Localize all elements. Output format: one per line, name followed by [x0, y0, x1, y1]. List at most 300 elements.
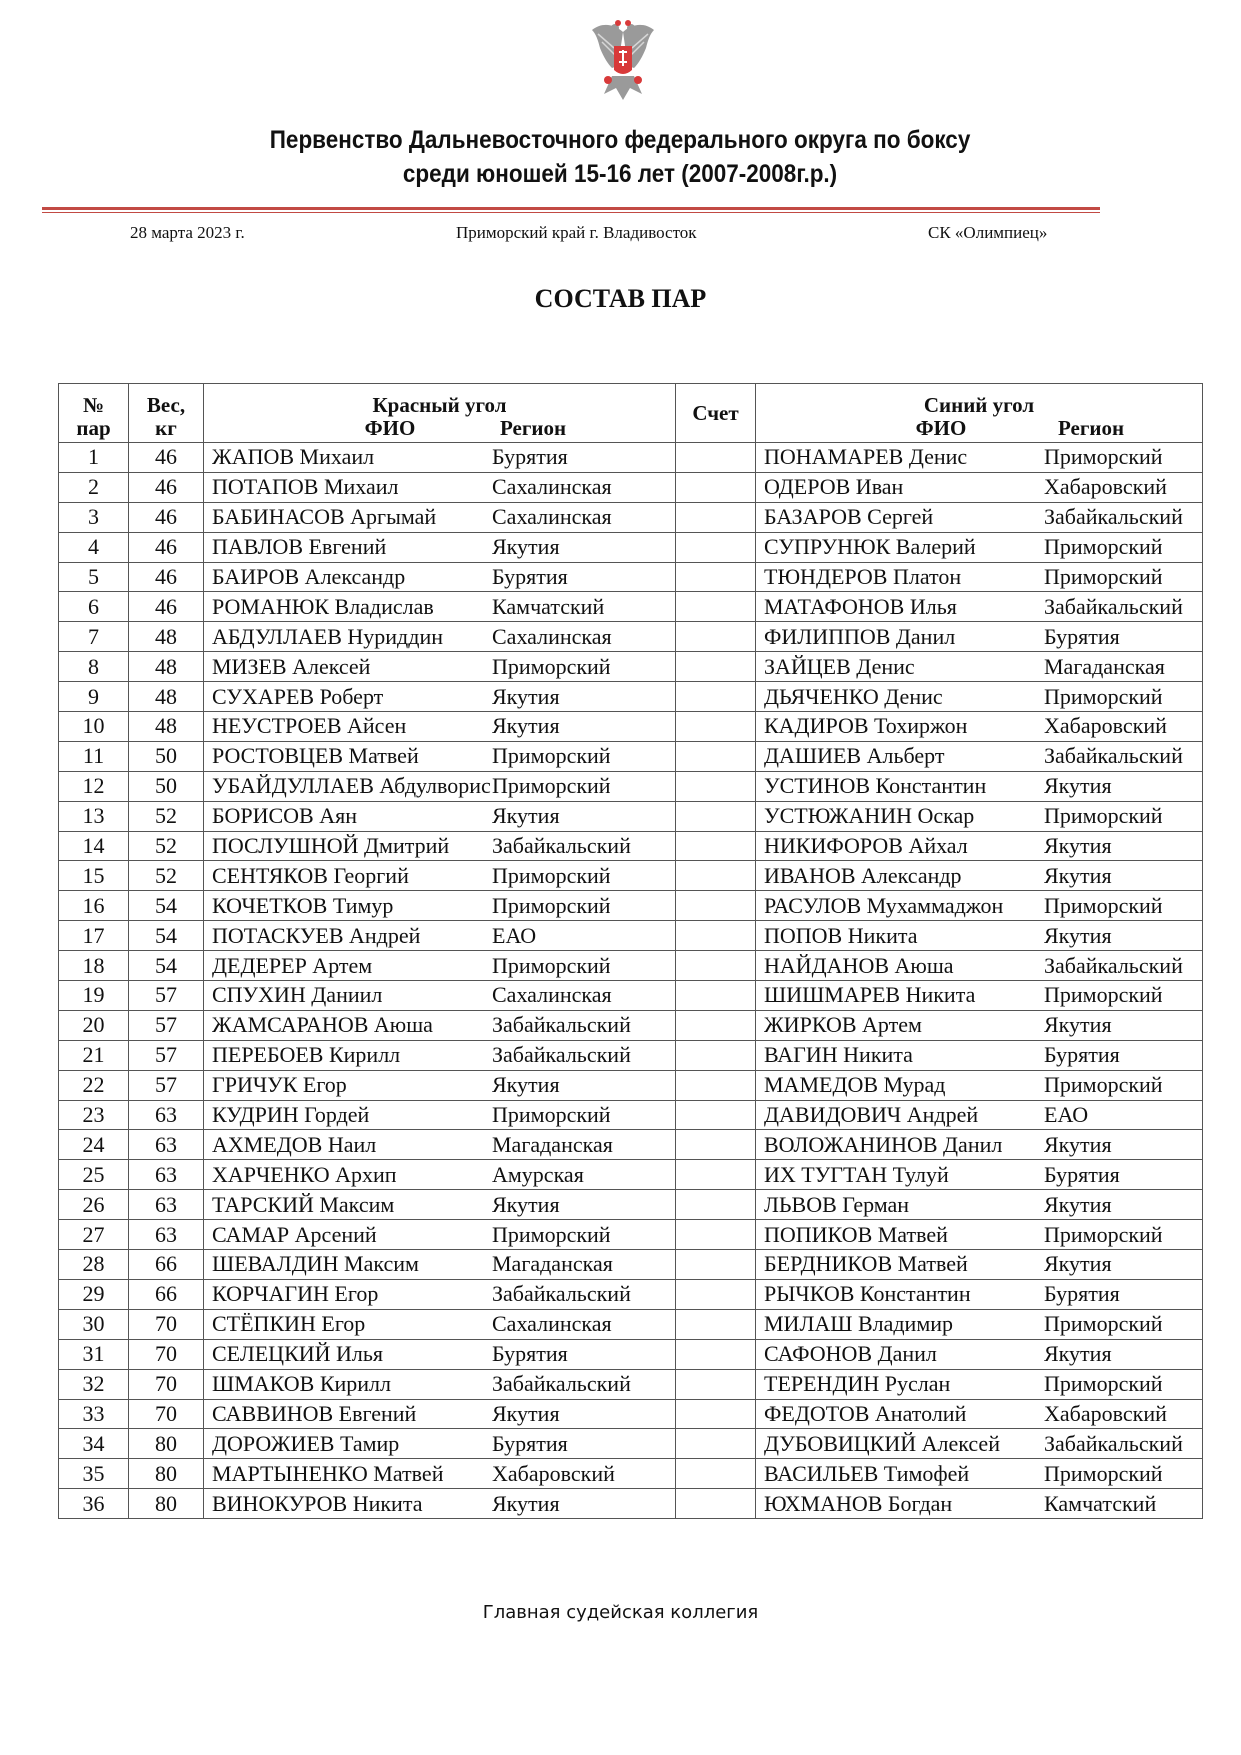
- blue-corner-cell: [756, 1489, 1203, 1519]
- score-cell: [676, 1339, 756, 1369]
- red-fighter-region: Амурская: [492, 1161, 584, 1187]
- blue-fighter-region: Приморский: [1044, 982, 1163, 1008]
- blue-corner-cell: [756, 1100, 1203, 1130]
- red-corner-cell: [204, 801, 676, 831]
- red-corner-cell: [204, 861, 676, 891]
- red-region-header: Регион: [500, 417, 567, 440]
- red-fighter-name: ПОТАСКУЕВ Андрей: [212, 922, 421, 948]
- table-row: [59, 891, 1203, 921]
- blue-fighter-region: Приморский: [1044, 1371, 1163, 1397]
- red-fighter-name: КОРЧАГИН Егор: [212, 1281, 379, 1307]
- table-row: [59, 1279, 1203, 1309]
- pair-number: 18: [59, 951, 129, 981]
- red-fighter-name: ШМАКОВ Кирилл: [212, 1371, 392, 1397]
- table-row: [59, 712, 1203, 742]
- blue-fighter-region: Забайкальский: [1044, 1430, 1183, 1456]
- score-cell: [676, 1160, 756, 1190]
- document-title: СОСТАВ ПАР: [534, 284, 707, 313]
- blue-fighter-region: Забайкальский: [1044, 743, 1183, 769]
- red-corner-cell: [204, 1339, 676, 1369]
- red-fighter-name: САМАР Арсений: [212, 1221, 377, 1247]
- red-name-header: ФИО: [364, 417, 416, 440]
- red-corner-cell: [204, 1250, 676, 1280]
- weight-class: 54: [129, 921, 204, 951]
- score-cell: [676, 712, 756, 742]
- red-fighter-region: Сахалинская: [492, 504, 612, 530]
- pair-number: 8: [59, 652, 129, 682]
- blue-fighter-region: Якутия: [1044, 773, 1112, 799]
- blue-fighter-region: Хабаровский: [1044, 1400, 1167, 1426]
- col-blue-corner-header: Синий угол: [756, 384, 1203, 418]
- weight-class: 52: [129, 831, 204, 861]
- score-cell: [676, 562, 756, 592]
- score-cell: [676, 443, 756, 473]
- blue-fighter-name: ВОЛОЖАНИНОВ Данил: [764, 1131, 1003, 1157]
- weight-class: 63: [129, 1220, 204, 1250]
- pair-number: 6: [59, 592, 129, 622]
- weight-class: 54: [129, 951, 204, 981]
- red-fighter-region: Бурятия: [492, 1341, 568, 1367]
- score-cell: [676, 1100, 756, 1130]
- weight-class: 46: [129, 472, 204, 502]
- weight-class: 48: [129, 712, 204, 742]
- blue-corner-cell: [756, 1339, 1203, 1369]
- blue-fighter-name: ТЮНДЕРОВ Платон: [764, 564, 962, 589]
- blue-fighter-name: ЛЬВОВ Герман: [764, 1191, 910, 1217]
- red-fighter-region: Якутия: [492, 1191, 560, 1217]
- blue-fighter-region: Приморский: [1044, 1072, 1163, 1098]
- blue-fighter-name: ЗАЙЦЕВ Денис: [764, 653, 915, 679]
- blue-fighter-name: УСТИНОВ Константин: [764, 773, 987, 799]
- red-corner-cell: [204, 831, 676, 861]
- pair-number: 16: [59, 891, 129, 921]
- blue-fighter-region: Приморский: [1044, 534, 1163, 560]
- red-fighter-name: МИЗЕВ Алексей: [212, 653, 371, 679]
- weight-class: 80: [129, 1429, 204, 1459]
- blue-fighter-name: САФОНОВ Данил: [764, 1341, 937, 1367]
- score-cell: [676, 981, 756, 1011]
- blue-fighter-name: СУПРУНЮК Валерий: [764, 534, 976, 560]
- red-corner-cell: [204, 592, 676, 622]
- red-corner-cell: [204, 622, 676, 652]
- event-place: Приморский край г. Владивосток: [456, 223, 697, 242]
- score-cell: [676, 1250, 756, 1280]
- weight-class: 70: [129, 1399, 204, 1429]
- red-fighter-name: ЖАМСАРАНОВ Аюша: [212, 1012, 433, 1038]
- red-fighter-region: Бурятия: [492, 444, 568, 470]
- pair-number: 1: [59, 443, 129, 473]
- event-date: 28 марта 2023 г.: [130, 223, 245, 242]
- table-row: [59, 1250, 1203, 1280]
- blue-fighter-name: ЖИРКОВ Артем: [764, 1012, 922, 1038]
- blue-fighter-name: ВАСИЛЬЕВ Тимофей: [764, 1460, 970, 1486]
- blue-fighter-region: Якутия: [1044, 1341, 1112, 1367]
- blue-subheader: [756, 417, 1203, 443]
- weight-class: 63: [129, 1130, 204, 1160]
- blue-fighter-name: НАЙДАНОВ Аюша: [764, 952, 954, 978]
- red-fighter-name: СТЁПКИН Егор: [212, 1311, 366, 1337]
- table-row: [59, 682, 1203, 712]
- red-corner-cell: [204, 1070, 676, 1100]
- red-fighter-name: ПАВЛОВ Евгений: [212, 534, 387, 560]
- red-fighter-region: Забайкальский: [492, 833, 631, 859]
- blue-fighter-name: НИКИФОРОВ Айхал: [764, 833, 968, 859]
- blue-corner-cell: [756, 1369, 1203, 1399]
- blue-fighter-name: ДАШИЕВ Альберт: [764, 743, 945, 769]
- red-fighter-region: Сахалинская: [492, 1311, 612, 1337]
- red-fighter-name: РОСТОВЦЕВ Матвей: [212, 743, 419, 769]
- red-fighter-name: ПОСЛУШНОЙ Дмитрий: [212, 833, 450, 859]
- red-fighter-name: ТАРСКИЙ Максим: [212, 1191, 395, 1217]
- weight-class: 52: [129, 861, 204, 891]
- blue-corner-cell: [756, 921, 1203, 951]
- table-row: [59, 472, 1203, 502]
- score-cell: [676, 1309, 756, 1339]
- blue-fighter-region: Приморский: [1044, 803, 1163, 829]
- blue-fighter-region: Бурятия: [1044, 1042, 1120, 1068]
- weight-class: 70: [129, 1339, 204, 1369]
- pair-number: 19: [59, 981, 129, 1011]
- blue-corner-cell: [756, 1040, 1203, 1070]
- blue-corner-cell: [756, 741, 1203, 771]
- blue-corner-cell: [756, 682, 1203, 712]
- red-fighter-name: УБАЙДУЛЛАЕВ Абдулворис: [212, 773, 491, 799]
- red-fighter-region: Якутия: [492, 683, 560, 709]
- red-fighter-name: ШЕВАЛДИН Максим: [212, 1251, 419, 1277]
- score-cell: [676, 801, 756, 831]
- blue-fighter-region: Бурятия: [1044, 1281, 1120, 1307]
- weight-class: 66: [129, 1279, 204, 1309]
- judges-footer: Главная судейская коллегия: [482, 1602, 759, 1623]
- pair-number: 23: [59, 1100, 129, 1130]
- blue-corner-cell: [756, 1220, 1203, 1250]
- table-row: [59, 1429, 1203, 1459]
- weight-class: 80: [129, 1489, 204, 1519]
- blue-region-header: Регион: [1058, 417, 1125, 440]
- table-row: [59, 741, 1203, 771]
- championship-subtitle: среди юношей 15-16 лет (2007-2008г.р.): [402, 160, 838, 188]
- table-row: [59, 861, 1203, 891]
- red-fighter-name: ДЕДЕРЕР Артем: [212, 952, 373, 978]
- blue-fighter-region: Приморский: [1044, 1460, 1163, 1486]
- blue-corner-cell: [756, 443, 1203, 473]
- weight-class: 46: [129, 502, 204, 532]
- blue-fighter-name: МАТАФОНОВ Илья: [764, 593, 957, 619]
- blue-fighter-name: УСТЮЖАНИН Оскар: [764, 803, 975, 829]
- score-cell: [676, 1190, 756, 1220]
- red-corner-cell: [204, 1100, 676, 1130]
- red-corner-cell: [204, 443, 676, 473]
- red-fighter-name: БАИРОВ Александр: [212, 564, 406, 589]
- pair-number: 31: [59, 1339, 129, 1369]
- pairs-table: [58, 383, 1203, 1519]
- pair-number: 32: [59, 1369, 129, 1399]
- red-corner-cell: [204, 1279, 676, 1309]
- header-divider-thin: [42, 212, 1100, 213]
- blue-corner-cell: [756, 951, 1203, 981]
- red-fighter-name: АХМЕДОВ Наил: [212, 1131, 377, 1157]
- red-fighter-region: Приморский: [492, 862, 611, 888]
- pair-number: 33: [59, 1399, 129, 1429]
- score-cell: [676, 1369, 756, 1399]
- red-corner-cell: [204, 1010, 676, 1040]
- blue-fighter-name: ИВАНОВ Александр: [764, 862, 962, 888]
- red-fighter-name: САВВИНОВ Евгений: [212, 1400, 417, 1426]
- weight-class: 63: [129, 1190, 204, 1220]
- pair-number: 26: [59, 1190, 129, 1220]
- red-fighter-region: Бурятия: [492, 1430, 568, 1456]
- red-corner-cell: [204, 981, 676, 1011]
- red-fighter-region: Магаданская: [492, 1251, 613, 1277]
- red-fighter-name: ПЕРЕБОЕВ Кирилл: [212, 1042, 401, 1068]
- red-fighter-region: Забайкальский: [492, 1371, 631, 1397]
- table-row: [59, 1459, 1203, 1489]
- pair-number: 25: [59, 1160, 129, 1190]
- red-corner-cell: [204, 1369, 676, 1399]
- score-cell: [676, 502, 756, 532]
- blue-fighter-name: ОДЕРОВ Иван: [764, 474, 904, 500]
- pair-number: 10: [59, 712, 129, 742]
- red-corner-cell: [204, 741, 676, 771]
- table-row: [59, 771, 1203, 801]
- score-cell: [676, 861, 756, 891]
- weight-class: 57: [129, 981, 204, 1011]
- red-fighter-name: СПУХИН Даниил: [212, 982, 383, 1008]
- pair-number: 13: [59, 801, 129, 831]
- red-fighter-region: Приморский: [492, 1221, 611, 1247]
- blue-corner-cell: [756, 1459, 1203, 1489]
- blue-corner-cell: [756, 592, 1203, 622]
- table-row: [59, 502, 1203, 532]
- weight-class: 52: [129, 801, 204, 831]
- score-cell: [676, 652, 756, 682]
- score-cell: [676, 891, 756, 921]
- pair-number: 15: [59, 861, 129, 891]
- weight-class: 46: [129, 562, 204, 592]
- red-fighter-name: СУХАРЕВ Роберт: [212, 683, 384, 709]
- table-row: [59, 1369, 1203, 1399]
- red-fighter-region: Якутия: [492, 803, 560, 829]
- red-corner-cell: [204, 562, 676, 592]
- red-corner-cell: [204, 682, 676, 712]
- table-row: [59, 1070, 1203, 1100]
- red-fighter-region: Забайкальский: [492, 1042, 631, 1068]
- blue-fighter-name: МИЛАШ Владимир: [764, 1311, 954, 1337]
- col-weight-subheader: кг: [129, 417, 204, 443]
- col-num-subheader: пар: [59, 417, 129, 443]
- blue-corner-cell: [756, 981, 1203, 1011]
- red-corner-cell: [204, 1429, 676, 1459]
- blue-fighter-region: Камчатский: [1044, 1490, 1157, 1516]
- weight-class: 50: [129, 771, 204, 801]
- red-fighter-region: Камчатский: [492, 593, 605, 619]
- red-corner-cell: [204, 921, 676, 951]
- blue-corner-cell: [756, 1399, 1203, 1429]
- table-row: [59, 1010, 1203, 1040]
- blue-fighter-region: Якутия: [1044, 1131, 1112, 1157]
- pair-number: 3: [59, 502, 129, 532]
- blue-fighter-name: ДУБОВИЦКИЙ Алексей: [764, 1430, 1000, 1456]
- weight-class: 63: [129, 1160, 204, 1190]
- red-corner-cell: [204, 712, 676, 742]
- red-fighter-name: ПОТАПОВ Михаил: [212, 474, 399, 500]
- score-cell: [676, 771, 756, 801]
- weight-class: 48: [129, 682, 204, 712]
- red-fighter-name: БОРИСОВ Аян: [212, 803, 358, 829]
- blue-fighter-name: ШИШМАРЕВ Никита: [764, 982, 976, 1008]
- header-divider: [42, 207, 1100, 210]
- blue-fighter-region: Бурятия: [1044, 1161, 1120, 1187]
- pair-number: 5: [59, 562, 129, 592]
- score-cell: [676, 472, 756, 502]
- table-row: [59, 1190, 1203, 1220]
- blue-corner-cell: [756, 1309, 1203, 1339]
- red-fighter-name: ВИНОКУРОВ Никита: [212, 1490, 423, 1516]
- blue-fighter-region: Хабаровский: [1044, 474, 1167, 500]
- table-row: [59, 831, 1203, 861]
- red-fighter-name: ГРИЧУК Егор: [212, 1072, 347, 1098]
- red-corner-cell: [204, 502, 676, 532]
- red-fighter-name: СЕНТЯКОВ Георгий: [212, 862, 409, 888]
- blue-fighter-region: Якутия: [1044, 862, 1112, 888]
- table-row: [59, 921, 1203, 951]
- pair-number: 7: [59, 622, 129, 652]
- red-fighter-name: ДОРОЖИЕВ Тамир: [212, 1430, 400, 1456]
- pair-number: 22: [59, 1070, 129, 1100]
- red-fighter-region: Сахалинская: [492, 474, 612, 500]
- pair-number: 30: [59, 1309, 129, 1339]
- blue-fighter-region: Приморский: [1044, 444, 1163, 470]
- blue-fighter-region: ЕАО: [1044, 1102, 1089, 1128]
- red-fighter-region: Якутия: [492, 713, 560, 739]
- blue-fighter-region: Забайкальский: [1044, 504, 1183, 530]
- red-fighter-region: Сахалинская: [492, 623, 612, 649]
- red-fighter-region: Приморский: [492, 892, 611, 918]
- blue-fighter-region: Якутия: [1044, 1251, 1112, 1277]
- blue-corner-cell: [756, 1010, 1203, 1040]
- score-cell: [676, 921, 756, 951]
- table-row: [59, 1309, 1203, 1339]
- blue-fighter-region: Приморский: [1044, 683, 1163, 709]
- blue-fighter-region: Приморский: [1044, 892, 1163, 918]
- table-row: [59, 1130, 1203, 1160]
- red-fighter-name: РОМАНЮК Владислав: [212, 593, 434, 619]
- pair-number: 12: [59, 771, 129, 801]
- red-subheader: [204, 417, 676, 443]
- table-row: [59, 532, 1203, 562]
- blue-fighter-region: Магаданская: [1044, 653, 1165, 679]
- pair-number: 21: [59, 1040, 129, 1070]
- blue-fighter-name: ФЕДОТОВ Анатолий: [764, 1400, 967, 1426]
- red-fighter-name: СЕЛЕЦКИЙ Илья: [212, 1341, 384, 1367]
- weight-class: 46: [129, 592, 204, 622]
- blue-fighter-region: Якутия: [1044, 1012, 1112, 1038]
- weight-class: 48: [129, 622, 204, 652]
- blue-fighter-name: ВАГИН Никита: [764, 1042, 913, 1068]
- score-cell: [676, 622, 756, 652]
- red-corner-cell: [204, 1489, 676, 1519]
- table-row: [59, 443, 1203, 473]
- weight-class: 54: [129, 891, 204, 921]
- pair-number: 14: [59, 831, 129, 861]
- red-fighter-region: Забайкальский: [492, 1281, 631, 1307]
- blue-fighter-name: МАМЕДОВ Мурад: [764, 1072, 946, 1098]
- red-fighter-region: Якутия: [492, 534, 560, 560]
- table-row: [59, 801, 1203, 831]
- blue-corner-cell: [756, 771, 1203, 801]
- red-corner-cell: [204, 1309, 676, 1339]
- pair-number: 24: [59, 1130, 129, 1160]
- score-cell: [676, 1399, 756, 1429]
- blue-fighter-name: ПОНАМАРЕВ Денис: [764, 444, 968, 470]
- red-corner-cell: [204, 771, 676, 801]
- blue-fighter-name: БЕРДНИКОВ Матвей: [764, 1251, 968, 1277]
- pair-number: 36: [59, 1489, 129, 1519]
- blue-corner-cell: [756, 472, 1203, 502]
- table-row: [59, 622, 1203, 652]
- table-row: [59, 652, 1203, 682]
- weight-class: 80: [129, 1459, 204, 1489]
- weight-class: 48: [129, 652, 204, 682]
- blue-fighter-region: Бурятия: [1044, 623, 1120, 649]
- red-fighter-name: НЕУСТРОЕВ Айсен: [212, 713, 407, 739]
- red-corner-cell: [204, 472, 676, 502]
- red-fighter-name: МАРТЫНЕНКО Матвей: [212, 1460, 444, 1486]
- blue-name-header: ФИО: [915, 417, 967, 440]
- red-fighter-region: Забайкальский: [492, 1012, 631, 1038]
- red-fighter-region: Магаданская: [492, 1131, 613, 1157]
- red-fighter-region: Хабаровский: [492, 1460, 615, 1486]
- blue-fighter-name: РАСУЛОВ Мухаммаджон: [764, 892, 1004, 918]
- blue-fighter-region: Забайкальский: [1044, 952, 1183, 978]
- blue-fighter-name: ДЬЯЧЕНКО Денис: [764, 683, 943, 709]
- weight-class: 46: [129, 443, 204, 473]
- weight-class: 70: [129, 1309, 204, 1339]
- blue-corner-cell: [756, 562, 1203, 592]
- ministry-emblem-icon: [590, 18, 656, 102]
- blue-corner-cell: [756, 532, 1203, 562]
- blue-corner-cell: [756, 502, 1203, 532]
- event-venue: СК «Олимпиец»: [928, 223, 1048, 242]
- red-corner-cell: [204, 1459, 676, 1489]
- weight-class: 57: [129, 1010, 204, 1040]
- red-fighter-name: АБДУЛЛАЕВ Нуриддин: [212, 623, 443, 649]
- score-cell: [676, 592, 756, 622]
- blue-fighter-region: Хабаровский: [1044, 713, 1167, 739]
- red-corner-cell: [204, 1040, 676, 1070]
- table-row: [59, 1399, 1203, 1429]
- table-row: [59, 1339, 1203, 1369]
- blue-corner-cell: [756, 1429, 1203, 1459]
- blue-corner-cell: [756, 652, 1203, 682]
- red-corner-cell: [204, 1220, 676, 1250]
- score-cell: [676, 682, 756, 712]
- score-cell: [676, 1070, 756, 1100]
- score-cell: [676, 1040, 756, 1070]
- pair-number: 35: [59, 1459, 129, 1489]
- pair-number: 17: [59, 921, 129, 951]
- pair-number: 9: [59, 682, 129, 712]
- table-row: [59, 1100, 1203, 1130]
- blue-fighter-region: Якутия: [1044, 1191, 1112, 1217]
- red-fighter-region: Приморский: [492, 653, 611, 679]
- red-fighter-region: Сахалинская: [492, 982, 612, 1008]
- red-corner-cell: [204, 532, 676, 562]
- score-cell: [676, 1130, 756, 1160]
- red-fighter-region: Якутия: [492, 1490, 560, 1516]
- table-row: [59, 562, 1203, 592]
- pair-number: 27: [59, 1220, 129, 1250]
